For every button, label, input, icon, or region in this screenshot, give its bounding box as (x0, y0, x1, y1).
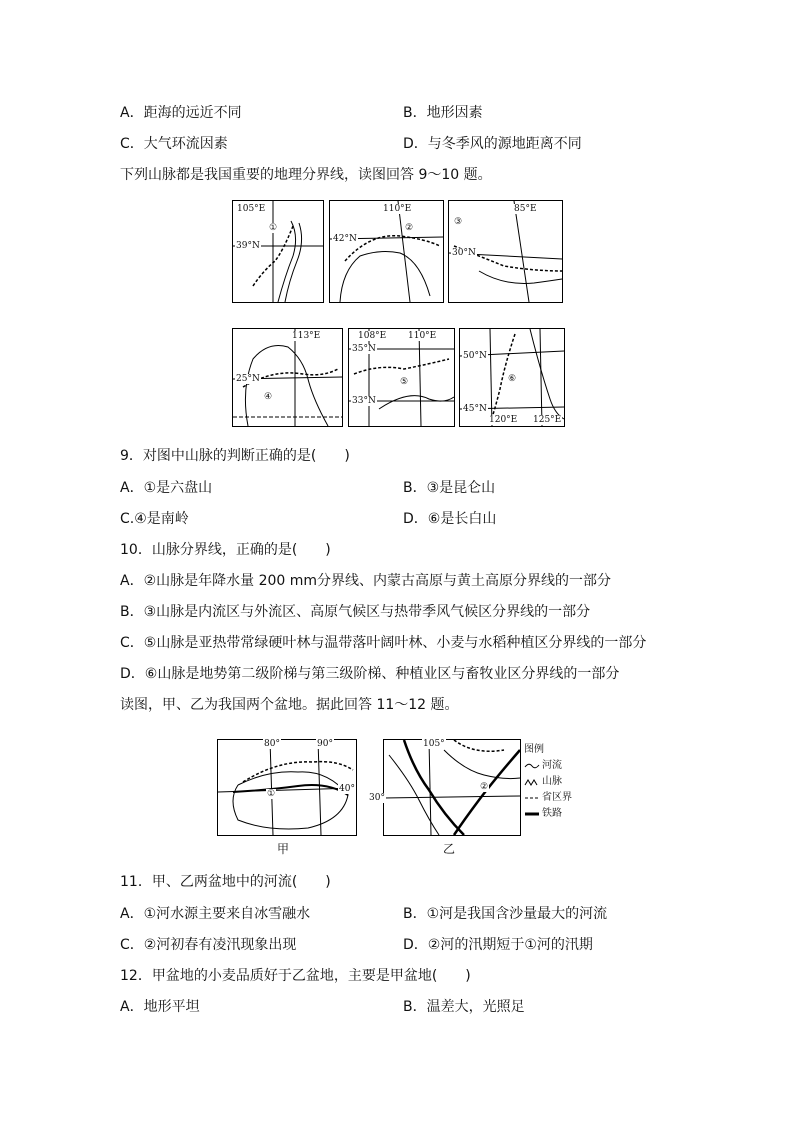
q9-option-b: B．③是昆仑山 (403, 480, 496, 496)
mountain-map-1-drawing (233, 201, 323, 302)
yi-lat-label: 30° (369, 793, 385, 803)
legend-railway-label: 铁路 (542, 808, 562, 819)
map1-lon-label: 105°E (237, 204, 266, 214)
q11-option-d: D．②河的汛期短于①河的汛期 (403, 937, 593, 953)
q8-option-d: D．与冬季风的源地距离不同 (403, 136, 582, 152)
q10-option-a: A．②山脉是年降水量 200 mm分界线、内蒙古高原与黄土高原分界线的一部分 (120, 573, 612, 589)
map3-number: ③ (454, 217, 463, 227)
intro-11-12: 读图，甲、乙为我国两个盆地。据此回答 11～12 题。 (120, 697, 459, 713)
q9-option-a: A．①是六盘山 (120, 480, 213, 496)
q11-option-b: B．①河是我国含沙量最大的河流 (403, 906, 608, 922)
jia-lat-label: 40° (339, 784, 355, 794)
q10-option-d: D．⑥山脉是地势第二级阶梯与第三级阶梯、种植业区与畜牧业区分界线的一部分 (120, 666, 620, 682)
map5-lat-label-2: 33°N (352, 396, 376, 406)
mountain-map-2-drawing (330, 201, 443, 302)
q10-stem: 10．山脉分界线，正确的是( ) (120, 542, 331, 558)
basin-map-jia (217, 739, 357, 836)
legend-river-label: 河流 (542, 760, 562, 771)
q8-option-b: B．地形因素 (403, 105, 483, 121)
map5-lon-label-2: 110°E (408, 331, 437, 341)
map4-number: ④ (264, 392, 273, 402)
mountain-symbol-icon (524, 777, 540, 787)
mountain-map-2 (329, 200, 444, 303)
map6-lat-label-1: 50°N (463, 351, 487, 361)
map3-lon-label: 85°E (514, 204, 537, 214)
q11-option-c: C．②河初春有凌汛现象出现 (120, 937, 297, 953)
map-legend (524, 742, 572, 822)
basin-map-jia-drawing (218, 740, 356, 835)
jia-caption: 甲 (277, 842, 290, 856)
mountain-map-4 (232, 328, 343, 427)
q12-stem: 12．甲盆地的小麦品质好于乙盆地，主要是甲盆地( ) (120, 968, 471, 984)
q12-option-a: A．地形平坦 (120, 999, 200, 1015)
q9-option-c: C.④是南岭 (120, 511, 189, 527)
map6-number: ⑥ (508, 374, 517, 384)
q10-option-b: B．③山脉是内流区与外流区、高原气候区与热带季风气候区分界线的一部分 (120, 604, 591, 620)
map6-lat-label-2: 45°N (463, 404, 487, 414)
jia-lon-label-2: 90° (317, 739, 333, 749)
border-symbol-icon (524, 793, 540, 803)
yi-caption: 乙 (443, 842, 456, 856)
basin-map-yi-drawing (384, 740, 520, 835)
q9-stem: 9．对图中山脉的判断正确的是( ) (120, 448, 350, 464)
map4-lon-label: 113°E (292, 331, 321, 341)
legend-mountain (524, 774, 572, 790)
jia-number: ① (267, 789, 276, 799)
legend-railway (524, 806, 572, 822)
river-symbol-icon (524, 761, 540, 771)
map4-lat-label: 25°N (236, 374, 260, 384)
map6-lon-label-1: 120°E (489, 415, 518, 425)
q8-option-c: C．大气环流因素 (120, 136, 228, 152)
map5-lat-label-1: 35°N (352, 344, 376, 354)
mountain-map-6 (459, 328, 565, 427)
legend-border-label: 省区界 (542, 792, 572, 803)
map1-lat-label: 39°N (236, 241, 260, 251)
legend-province-border (524, 790, 572, 806)
yi-lon-label: 105° (423, 739, 445, 749)
map3-lat-label: 30°N (452, 248, 476, 258)
q9-option-d: D．⑥是长白山 (403, 511, 497, 527)
q10-option-c: C．⑤山脉是亚热带常绿硬叶林与温带落叶阔叶林、小麦与水稻种植区分界线的一部分 (120, 635, 647, 651)
map2-lon-label: 110°E (383, 204, 412, 214)
q11-option-a: A．①河水源主要来自冰雪融水 (120, 906, 311, 922)
legend-mountain-label: 山脉 (542, 776, 562, 787)
map5-number: ⑤ (400, 377, 409, 387)
legend-title: 图例 (524, 744, 544, 755)
q8-option-a: A．距海的远近不同 (120, 105, 242, 121)
intro-9-10: 下列山脉都是我国重要的地理分界线，读图回答 9～10 题。 (120, 167, 492, 183)
q11-stem: 11．甲、乙两盆地中的河流( ) (120, 874, 331, 890)
jia-lon-label-1: 80° (264, 739, 280, 749)
yi-number: ② (480, 782, 489, 792)
basin-map-yi (369, 739, 521, 836)
mountain-map-5 (348, 328, 455, 427)
map2-lat-label: 42°N (333, 234, 357, 244)
mountain-map-3 (448, 200, 563, 303)
map2-number: ② (405, 223, 414, 233)
map1-number: ① (269, 223, 278, 233)
mountain-map-1 (232, 200, 324, 303)
railway-symbol-icon (524, 809, 540, 819)
map6-lon-label-2: 125°E (533, 415, 562, 425)
legend-river (524, 758, 572, 774)
q12-option-b: B．温差大，光照足 (403, 999, 525, 1015)
map5-lon-label-1: 108°E (358, 331, 387, 341)
